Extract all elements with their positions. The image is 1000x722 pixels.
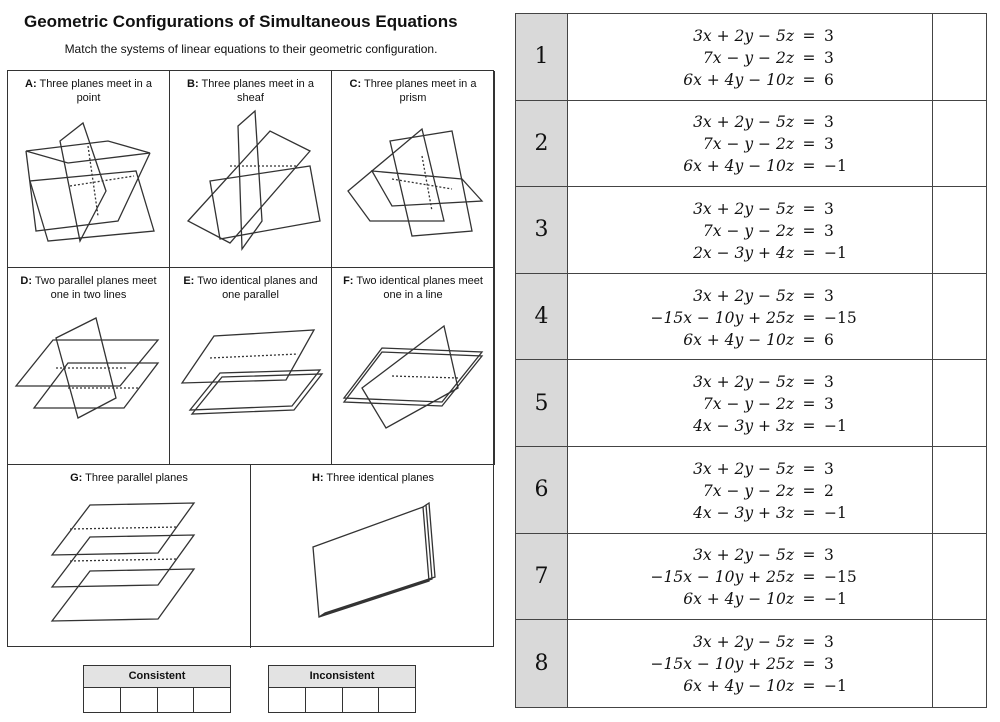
inconsistent-slot[interactable] (379, 688, 415, 713)
equation-rhs: 3 (824, 221, 834, 240)
equals-sign: = (802, 286, 816, 305)
equation-rhs: 3 (824, 135, 834, 154)
equals-sign: = (802, 417, 816, 436)
config-b-diagram (170, 71, 332, 268)
inconsistent-slot[interactable] (343, 688, 380, 713)
config-c-caption: C: Three planes meet in a prism (349, 78, 477, 104)
page-subtitle: Match the systems of linear equations to their geometric configuration. (64, 42, 438, 56)
equation-line (568, 393, 932, 415)
system-row (516, 101, 986, 188)
config-g-caption: G: Three parallel planes (70, 472, 188, 484)
equation-line (568, 675, 932, 697)
equation-rhs: −1 (824, 677, 847, 696)
system-number: 1 (516, 14, 568, 100)
system-number: 7 (516, 534, 568, 620)
equals-sign: = (802, 481, 816, 500)
equation-lhs: 7x − y − 2z (702, 221, 794, 240)
equation-lhs: 3x + 2y − 5z (693, 459, 794, 478)
config-d (8, 268, 170, 465)
equation-rhs: 3 (824, 199, 834, 218)
equation-line (568, 133, 932, 155)
equals-sign: = (802, 135, 816, 154)
equation-lhs: −15x − 10y + 25z (650, 568, 794, 587)
equation-lhs: 3x + 2y − 5z (693, 373, 794, 392)
equals-sign: = (802, 395, 816, 414)
equation-lhs: 7x − y − 2z (702, 48, 794, 67)
config-f-diagram (332, 268, 495, 465)
config-c (332, 71, 495, 268)
config-a-caption: A: Three planes meet in a point (25, 78, 152, 104)
consistent-slot[interactable] (84, 688, 121, 713)
equation-line (568, 653, 932, 675)
consistent-slot[interactable] (158, 688, 195, 713)
equation-line (568, 242, 932, 264)
equation-rhs: 3 (824, 459, 834, 478)
equation-lhs: 4x − 3y + 3z (693, 503, 794, 522)
system-equations (568, 360, 933, 446)
inconsistent-header: Inconsistent (269, 666, 415, 688)
config-f-caption: F: Two identical planes meet one in a line (343, 275, 483, 301)
config-g (8, 465, 251, 648)
equation-lhs: 3x + 2y − 5z (693, 26, 794, 45)
equation-rhs: 3 (824, 48, 834, 67)
system-row (516, 274, 986, 361)
system-row (516, 360, 986, 447)
config-b-caption: B: Three planes meet in a sheaf (187, 78, 314, 104)
equals-sign: = (802, 48, 816, 67)
system-number: 8 (516, 620, 568, 707)
equation-line (568, 329, 932, 351)
equation-rhs: 3 (824, 546, 834, 565)
config-f (332, 268, 495, 465)
equation-line (568, 220, 932, 242)
equals-sign: = (802, 113, 816, 132)
system-equations (568, 620, 933, 707)
equation-line (568, 307, 932, 329)
configuration-grid (7, 70, 494, 647)
equals-sign: = (802, 633, 816, 652)
system-equations (568, 274, 933, 360)
system-row (516, 620, 986, 707)
config-b (170, 71, 332, 268)
consistent-table (83, 665, 231, 713)
answer-cell[interactable] (933, 14, 986, 100)
equation-lhs: 3x + 2y − 5z (693, 199, 794, 218)
system-equations (568, 14, 933, 100)
equals-sign: = (802, 330, 816, 349)
consistent-header: Consistent (84, 666, 230, 688)
equation-line (568, 69, 932, 91)
config-c-diagram (332, 71, 495, 268)
system-equations (568, 101, 933, 187)
system-row (516, 534, 986, 621)
inconsistent-slot[interactable] (306, 688, 343, 713)
equation-line (568, 631, 932, 653)
answer-cell[interactable] (933, 534, 986, 620)
equation-lhs: 3x + 2y − 5z (693, 286, 794, 305)
equation-rhs: 3 (824, 26, 834, 45)
system-equations (568, 447, 933, 533)
equation-lhs: 6x + 4y − 10z (683, 330, 794, 349)
equation-lhs: 3x + 2y − 5z (693, 113, 794, 132)
equation-rhs: 3 (824, 633, 834, 652)
page-title: Geometric Configurations of Simultaneous Equations (24, 12, 458, 31)
equation-lhs: 3x + 2y − 5z (693, 633, 794, 652)
system-row (516, 14, 986, 101)
equation-lhs: 2x − 3y + 4z (693, 243, 794, 262)
config-h (251, 465, 495, 648)
equation-line (568, 415, 932, 437)
answer-cell[interactable] (933, 620, 986, 707)
equation-rhs: 3 (824, 655, 834, 674)
equation-line (568, 25, 932, 47)
equation-line (568, 155, 932, 177)
equals-sign: = (802, 26, 816, 45)
consistent-slot[interactable] (121, 688, 158, 713)
config-a-diagram (8, 71, 170, 268)
config-d-caption: D: Two parallel planes meet one in two lines (20, 275, 157, 301)
answer-cell[interactable] (933, 101, 986, 187)
equation-lhs: 7x − y − 2z (702, 395, 794, 414)
equation-lhs: 6x + 4y − 10z (683, 677, 794, 696)
equation-lhs: −15x − 10y + 25z (650, 308, 794, 327)
config-g-diagram (8, 465, 251, 648)
equation-lhs: 6x + 4y − 10z (683, 157, 794, 176)
equation-line (568, 198, 932, 220)
equation-line (568, 285, 932, 307)
equation-rhs: −15 (824, 308, 857, 327)
inconsistent-slot[interactable] (269, 688, 306, 713)
config-e-caption: E: Two identical planes and one parallel (183, 275, 318, 301)
equation-line (568, 502, 932, 524)
system-equations (568, 534, 933, 620)
equation-lhs: 6x + 4y − 10z (683, 70, 794, 89)
equals-sign: = (802, 568, 816, 587)
equation-line (568, 544, 932, 566)
equals-sign: = (802, 677, 816, 696)
equation-line (568, 458, 932, 480)
equation-line (568, 47, 932, 69)
config-d-diagram (8, 268, 170, 465)
equation-lhs: 4x − 3y + 3z (693, 417, 794, 436)
equation-rhs: −1 (824, 503, 847, 522)
consistent-slot[interactable] (194, 688, 230, 713)
equals-sign: = (802, 503, 816, 522)
answer-cell[interactable] (933, 360, 986, 446)
equation-rhs: 3 (824, 373, 834, 392)
config-h-diagram (251, 465, 495, 648)
equals-sign: = (802, 221, 816, 240)
equals-sign: = (802, 308, 816, 327)
system-equations (568, 187, 933, 273)
equation-lhs: −15x − 10y + 25z (650, 655, 794, 674)
equals-sign: = (802, 157, 816, 176)
equation-lhs: 7x − y − 2z (702, 135, 794, 154)
system-number: 2 (516, 101, 568, 187)
equation-rhs: −15 (824, 568, 857, 587)
equals-sign: = (802, 546, 816, 565)
equals-sign: = (802, 655, 816, 674)
equation-rhs: 6 (824, 70, 834, 89)
system-row (516, 187, 986, 274)
equation-rhs: 3 (824, 286, 834, 305)
equals-sign: = (802, 590, 816, 609)
system-number: 3 (516, 187, 568, 273)
system-number: 4 (516, 274, 568, 360)
equals-sign: = (802, 243, 816, 262)
equation-rhs: 6 (824, 330, 834, 349)
equals-sign: = (802, 373, 816, 392)
equation-line (568, 111, 932, 133)
equation-line (568, 588, 932, 610)
equals-sign: = (802, 70, 816, 89)
equation-rhs: −1 (824, 243, 847, 262)
equation-rhs: −1 (824, 590, 847, 609)
answer-cell[interactable] (933, 187, 986, 273)
systems-table (515, 13, 987, 708)
equation-line (568, 566, 932, 588)
inconsistent-table (268, 665, 416, 713)
system-row (516, 447, 986, 534)
system-number: 6 (516, 447, 568, 533)
config-e (170, 268, 332, 465)
equation-rhs: −1 (824, 417, 847, 436)
equation-rhs: 3 (824, 113, 834, 132)
equation-rhs: −1 (824, 157, 847, 176)
answer-cell[interactable] (933, 274, 986, 360)
equals-sign: = (802, 199, 816, 218)
equation-line (568, 480, 932, 502)
equation-lhs: 7x − y − 2z (702, 481, 794, 500)
config-h-caption: H: Three identical planes (311, 472, 435, 484)
equation-rhs: 3 (824, 395, 834, 414)
config-a (8, 71, 170, 268)
system-number: 5 (516, 360, 568, 446)
equation-lhs: 6x + 4y − 10z (683, 590, 794, 609)
answer-cell[interactable] (933, 447, 986, 533)
equation-lhs: 3x + 2y − 5z (693, 546, 794, 565)
equals-sign: = (802, 459, 816, 478)
config-e-diagram (170, 268, 332, 465)
equation-line (568, 371, 932, 393)
equation-rhs: 2 (824, 481, 834, 500)
